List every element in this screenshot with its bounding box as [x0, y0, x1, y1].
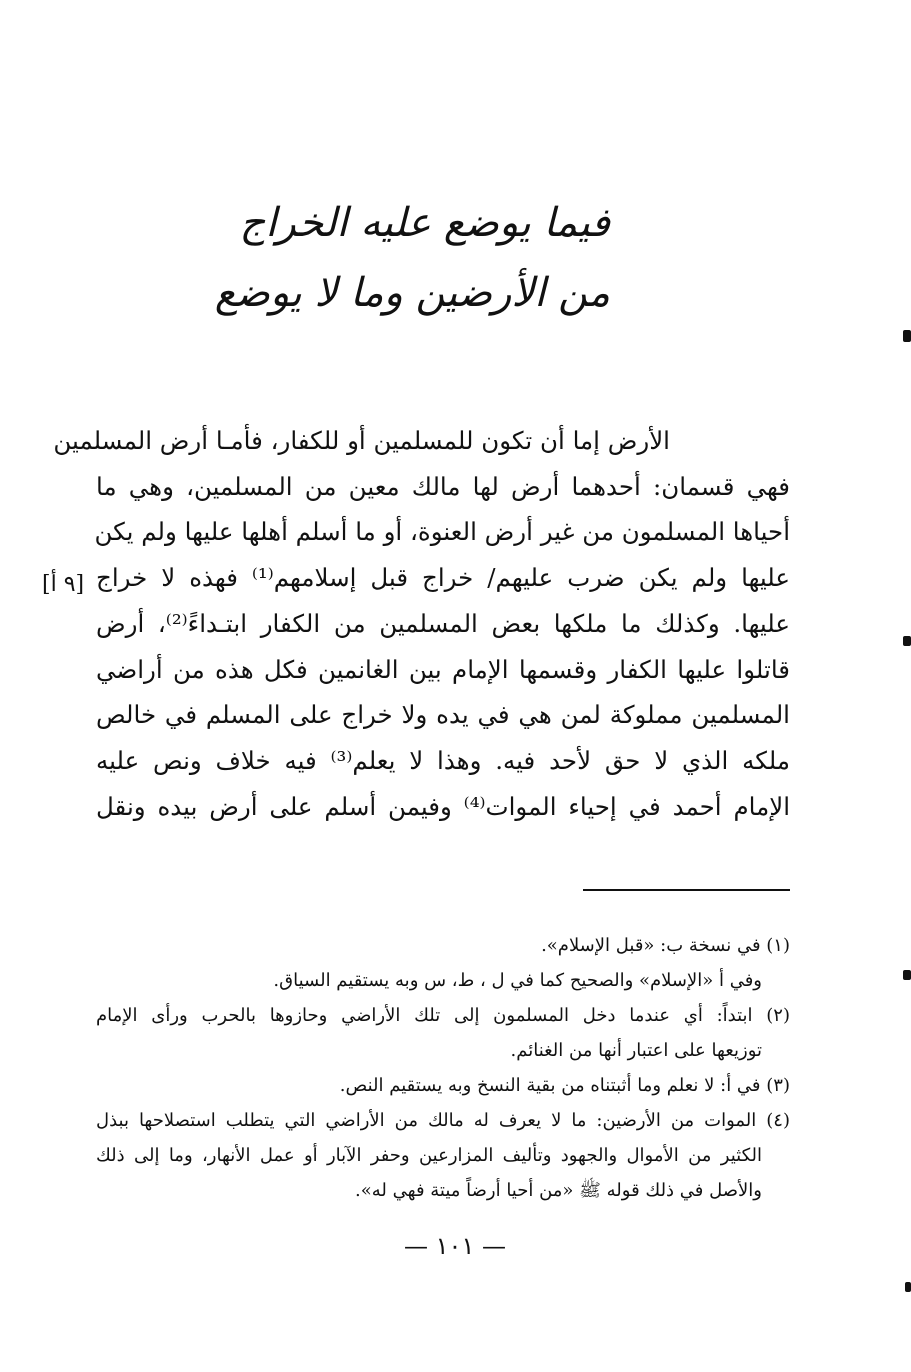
- footnote-4: [96, 1103, 790, 1208]
- body-line: قاتلوا عليها الكفار وقسمها الإمام بين الغانمين فكل هذه من أراضي: [96, 654, 790, 684]
- body-line: المسلمين مملوكة لمن هي في يده ولا خراج على المسلم في خالص: [96, 700, 790, 730]
- footnote-2: [96, 998, 790, 1068]
- chapter-title-line-1: فيما يوضع عليه الخراج: [239, 200, 610, 246]
- scan-edge-mark: [903, 330, 911, 342]
- body-line: فهي قسمان: أحدهما أرض لها مالك معين من المسلمين، وهي ما: [96, 471, 790, 501]
- scan-edge-mark: [903, 970, 911, 980]
- footnote-text: (٣) في أ: لا نعلم وما أثبتناه من بقية النسخ وبه يستقيم النص.: [339, 1075, 790, 1096]
- body-line: ملكه الذي لا حق لأحد فيه. وهذا لا يعلم⁽³⁾ فيه خلاف ونص عليه: [96, 745, 790, 775]
- folio-marker: [٩ أ]: [42, 572, 85, 597]
- body-line: الأرض إما أن تكون للمسلمين أو للكفار، فأمـا أرض المسلمين: [53, 426, 670, 455]
- scan-edge-mark: [903, 636, 911, 646]
- body-line: عليها ولم يكن ضرب عليهم/ خراج قبل إسلامهم⁽¹⁾ فهذه لا خراج: [96, 563, 790, 593]
- footnote-text: والأصل في ذلك قوله ﷺ «من أحيا أرضاً ميتة فهي له».: [355, 1180, 762, 1201]
- footnotes: [96, 928, 790, 1208]
- body-line: عليها. وكذلك ما ملكها بعض المسلمين من الكفار ابتـداءً⁽²⁾، أرض: [96, 608, 790, 638]
- page-number: — ١٠١ —: [404, 1232, 506, 1260]
- scan-edge-mark: [905, 1282, 911, 1292]
- footnote-text: (٢) ابتداً: أي عندما دخل المسلمون إلى تلك الأراضي وحازوها بالحرب ورأى الإمام: [96, 1005, 790, 1026]
- chapter-title-line-2: من الأرضين وما لا يوضع: [214, 270, 610, 316]
- footnote-text: (٤) الموات من الأرضين: ما لا يعرف له مالك من الأراضي التي يتطلب استصلاحها ببذل: [96, 1110, 790, 1131]
- footnote-text: توزيعها على اعتبار أنها من الغنائم.: [510, 1040, 762, 1061]
- footnote-1: [96, 928, 790, 998]
- footnote-text: وفي أ «الإسلام» والصحيح كما في ل ، ط، س وبه يستقيم السياق.: [273, 970, 762, 991]
- footnote-text: (١) في نسخة ب: «قبل الإسلام».: [541, 935, 790, 956]
- footnote-text: الكثير من الأموال والجهود وتأليف المزارعين وحفر الآبار أو عمل الأنهار، وما إلى ذلك: [96, 1145, 762, 1166]
- body-line: أحياها المسلمون من غير أرض العنوة، أو ما أسلم أهلها عليها ولم يكن: [94, 517, 790, 547]
- chapter-title: [214, 188, 610, 328]
- body-line: الإمام أحمد في إحياء الموات⁽⁴⁾ وفيمن أسلم على أرض بيده ونقل: [96, 791, 790, 821]
- footnote-3: [96, 1068, 790, 1103]
- footnote-separator: [583, 889, 790, 891]
